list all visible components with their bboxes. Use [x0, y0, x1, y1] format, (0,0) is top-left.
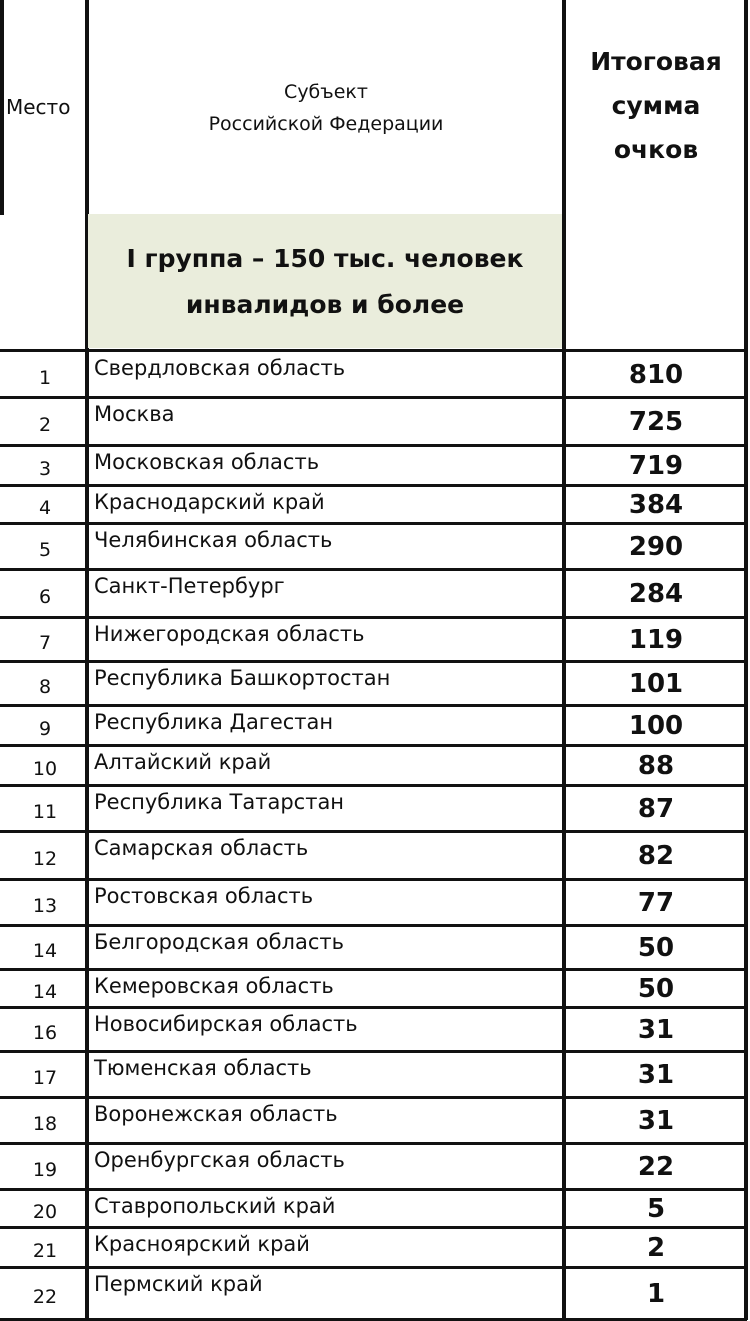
- row-score: 1: [646, 1279, 666, 1309]
- row-place: 8: [38, 676, 52, 698]
- table-row: [0, 1008, 750, 1052]
- row-place: 7: [38, 632, 52, 654]
- row-place: 22: [32, 1286, 58, 1308]
- row-score: 101: [628, 669, 684, 699]
- row-place: 20: [32, 1201, 58, 1223]
- row-place: 14: [32, 940, 58, 962]
- row-place: 2: [38, 414, 52, 436]
- table-row: [0, 1144, 750, 1190]
- table-row: [0, 1190, 750, 1228]
- row-subject-name: Ростовская область: [94, 884, 314, 908]
- row-score: 100: [628, 711, 684, 741]
- table-row: [0, 1228, 750, 1268]
- group-title-line1: I группа – 150 тыс. человек: [126, 244, 524, 273]
- table-row: [0, 880, 750, 926]
- row-score: 50: [637, 933, 675, 963]
- table-row: [0, 570, 750, 618]
- row-score: 50: [637, 974, 675, 1004]
- table-row: [0, 618, 750, 662]
- row-subject-name: Белгородская область: [94, 930, 344, 954]
- row-place: 9: [38, 718, 52, 740]
- row-subject-name: Тюменская область: [94, 1056, 312, 1080]
- table-row: [0, 352, 750, 398]
- subject-header-line2: Российской Федерации: [208, 113, 444, 135]
- row-place: 12: [32, 848, 58, 870]
- row-subject-name: Ставропольский край: [94, 1194, 336, 1218]
- row-place: 16: [32, 1022, 58, 1044]
- row-subject-name: Москва: [94, 402, 175, 426]
- row-place: 11: [32, 801, 58, 823]
- table-row: [0, 786, 750, 832]
- group-title-line2: инвалидов и более: [185, 290, 465, 319]
- row-subject-name: Свердловская область: [94, 356, 346, 380]
- row-subject-name: Красноярский край: [94, 1232, 310, 1256]
- row-score: 31: [637, 1015, 675, 1045]
- row-score: 725: [628, 407, 684, 437]
- table-row: [0, 446, 750, 486]
- row-place: 13: [32, 895, 58, 917]
- table-row: [0, 1268, 750, 1320]
- total-header-line2: сумма: [611, 91, 701, 120]
- row-place: 14: [32, 981, 58, 1003]
- place-header: Место: [6, 95, 71, 119]
- row-subject-name: Алтайский край: [94, 750, 272, 774]
- row-score: 31: [637, 1060, 675, 1090]
- table-row: [0, 524, 750, 570]
- table-row: [0, 398, 750, 446]
- table-row: [0, 1098, 750, 1144]
- row-score: 87: [637, 794, 675, 824]
- table-row: [0, 970, 750, 1008]
- table-row: [0, 706, 750, 746]
- row-score: 2: [646, 1233, 666, 1263]
- table-row: [0, 926, 750, 970]
- row-subject-name: Республика Татарстан: [94, 790, 345, 814]
- row-score: 384: [628, 490, 684, 520]
- row-place: 1: [38, 367, 52, 389]
- row-subject-name: Краснодарский край: [94, 490, 325, 514]
- row-score: 82: [637, 841, 675, 871]
- row-subject-name: Оренбургская область: [94, 1148, 345, 1172]
- row-place: 6: [38, 586, 52, 608]
- row-place: 18: [32, 1113, 58, 1135]
- row-subject-name: Самарская область: [94, 836, 309, 860]
- row-score: 22: [637, 1152, 675, 1182]
- row-subject-name: Пермский край: [94, 1272, 263, 1296]
- row-subject-name: Кемеровская область: [94, 974, 334, 998]
- total-header-line3: очков: [613, 135, 699, 164]
- table-row: [0, 746, 750, 786]
- row-place: 17: [32, 1067, 58, 1089]
- table-row: [0, 662, 750, 706]
- row-subject-name: Московская область: [94, 450, 320, 474]
- row-score: 31: [637, 1106, 675, 1136]
- row-place: 5: [38, 539, 52, 561]
- row-subject-name: Санкт-Петербург: [94, 574, 285, 598]
- row-subject-name: Челябинская область: [94, 528, 333, 552]
- row-place: 4: [38, 497, 52, 519]
- row-subject-name: Новосибирская область: [94, 1012, 358, 1036]
- total-header-line1: Итоговая: [590, 47, 722, 76]
- row-place: 3: [38, 458, 52, 480]
- row-subject-name: Республика Дагестан: [94, 710, 334, 734]
- row-place: 19: [32, 1159, 58, 1181]
- row-score: 290: [628, 532, 684, 562]
- row-score: 5: [646, 1194, 666, 1224]
- row-subject-name: Воронежская область: [94, 1102, 338, 1126]
- row-subject-name: Республика Башкортостан: [94, 666, 391, 690]
- row-score: 88: [637, 751, 675, 781]
- table-row: [0, 486, 750, 524]
- subject-header-line1: Субъект: [284, 81, 368, 103]
- table-row: [0, 1052, 750, 1098]
- row-score: 810: [628, 360, 684, 390]
- row-place: 10: [32, 758, 58, 780]
- row-subject-name: Нижегородская область: [94, 622, 365, 646]
- table-row: [0, 832, 750, 880]
- row-score: 719: [628, 451, 684, 481]
- row-score: 284: [628, 579, 684, 609]
- row-place: 21: [32, 1240, 58, 1262]
- row-score: 77: [637, 888, 675, 918]
- row-score: 119: [628, 625, 684, 655]
